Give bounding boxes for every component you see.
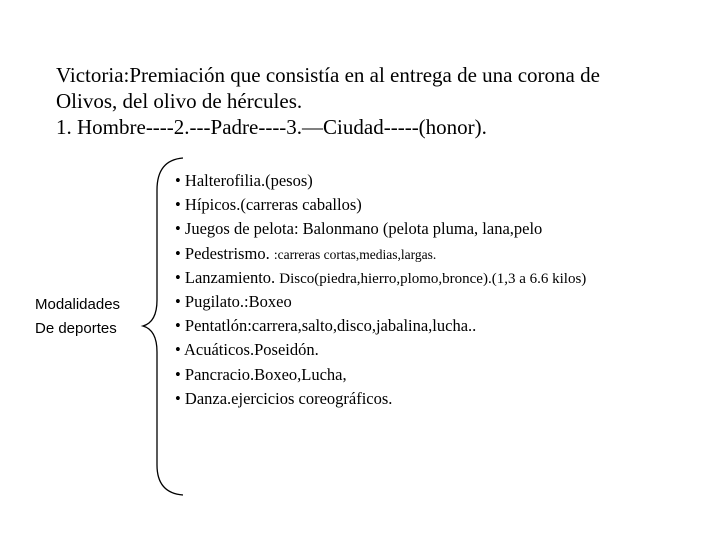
item-text: • Pedestrismo.: [175, 243, 274, 263]
item-text: • Juegos de pelota:: [175, 219, 303, 239]
header-line-1: Victoria:Premiación que consistía en al entrega de una corona de: [56, 63, 600, 87]
item-text: • Acuáticos.Poseidón.: [175, 340, 319, 360]
sports-list: [175, 169, 586, 411]
header-line-2: Olivos, del olivo de hércules.: [56, 89, 303, 113]
header-line-3: 1. Hombre----2.---Padre----3.—Ciudad-----(honor).: [56, 115, 487, 139]
label-line-2: De deportes: [35, 320, 117, 337]
list-item: [175, 338, 586, 362]
item-detail: Balonmano (pelota pluma, lana,pelo: [302, 219, 543, 239]
item-text: • Pancracio.Boxeo,Lucha,: [175, 364, 347, 384]
item-text: • Pugilato.:Boxeo: [175, 291, 292, 311]
item-text: • Hípicos.(carreras caballos): [175, 195, 362, 215]
item-text: • Pentatlón:carrera,salto,disco,jabalina,lucha..: [175, 316, 477, 336]
item-text: • Danza.ejercicios coreográficos.: [175, 388, 393, 408]
list-item: [175, 363, 586, 387]
list-item: [175, 193, 586, 217]
list-item: [175, 290, 586, 314]
list-item: [175, 314, 586, 338]
list-item: [175, 266, 586, 290]
item-text: • Lanzamiento.: [175, 267, 280, 287]
label-line-1: Modalidades: [35, 296, 121, 313]
item-detail: Disco(piedra,hierro,plomo,bronce).(1,3 a 6.6 kilos): [279, 270, 587, 287]
list-item: [175, 217, 586, 241]
item-detail: :carreras cortas,medias,largas.: [273, 246, 437, 262]
list-item: [175, 387, 586, 411]
list-item: [175, 169, 586, 193]
item-text: • Halterofilia.(pesos): [175, 171, 313, 190]
list-item: [175, 242, 586, 266]
